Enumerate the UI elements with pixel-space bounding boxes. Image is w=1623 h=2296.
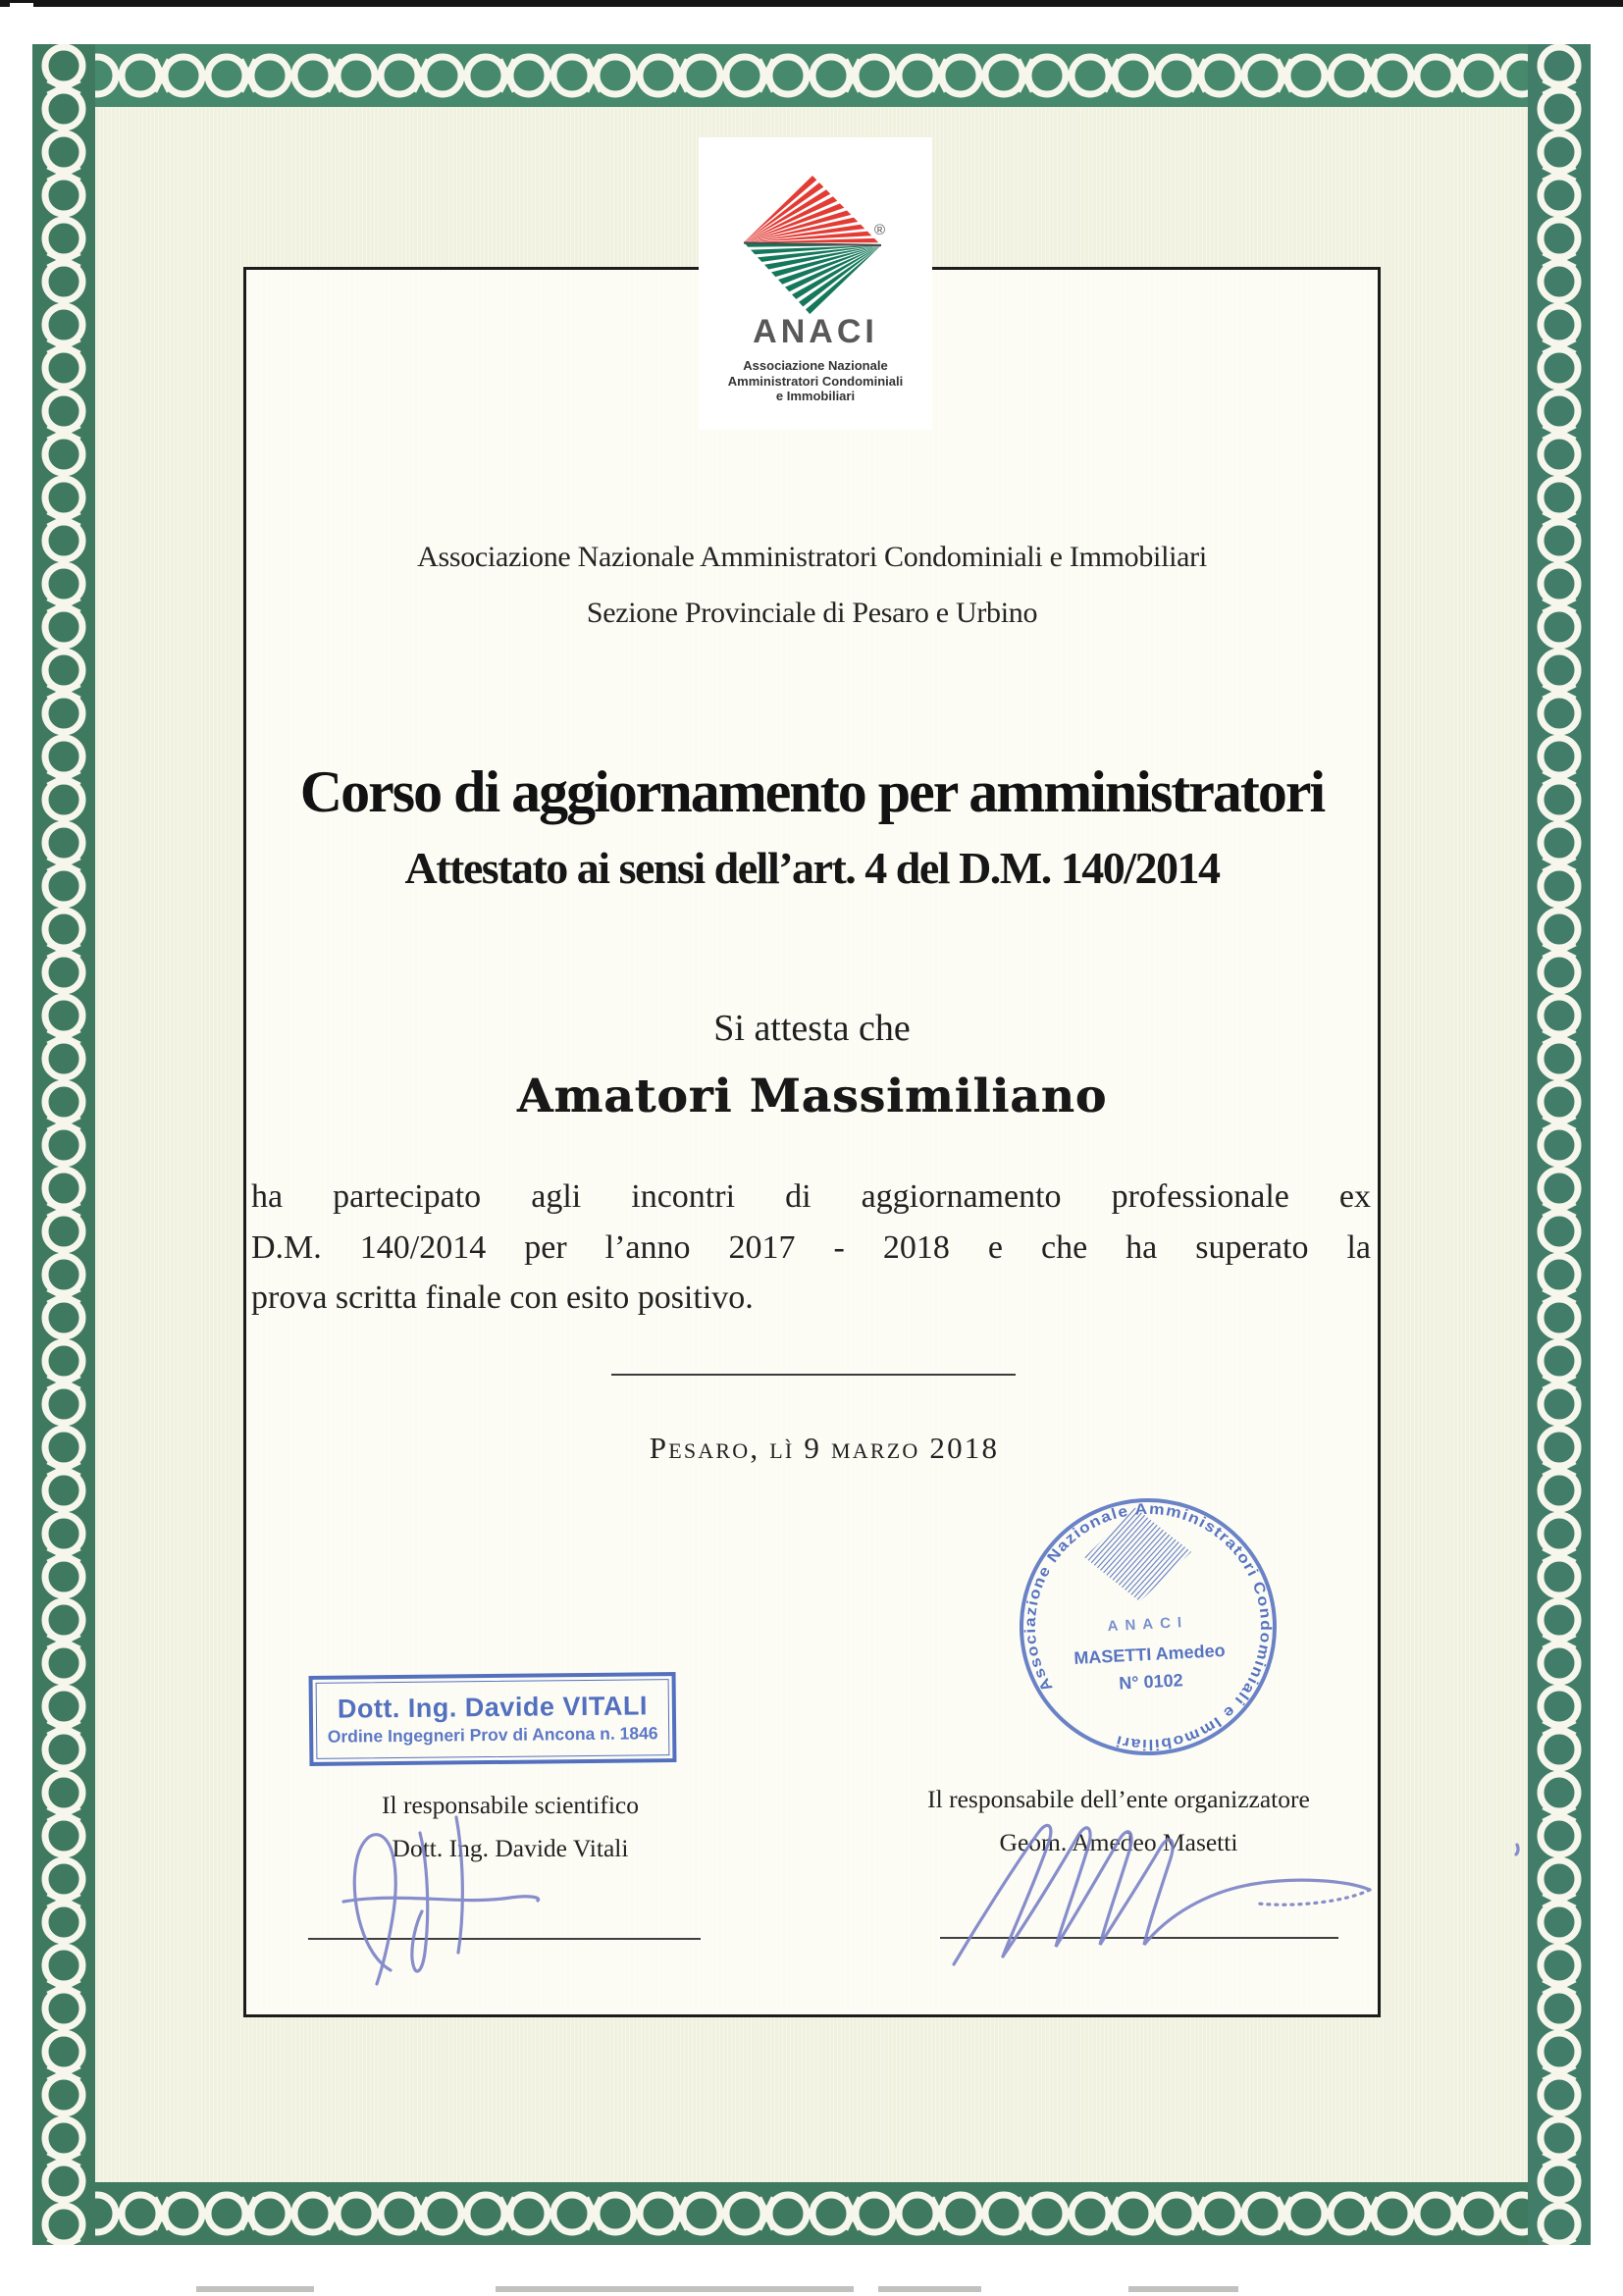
round-stamp	[1006, 1485, 1290, 1769]
left-signatory-role: Il responsabile scientifico	[382, 1791, 639, 1819]
logo-subtitle-line: Amministratori Condominiali	[727, 373, 904, 389]
stamp-number: N° 0102	[1118, 1670, 1184, 1694]
body-line: D.M. 140/2014 per l’anno 2017 - 2018 e che ha superato la	[251, 1228, 1371, 1266]
attestation-body	[251, 1172, 1371, 1324]
left-signatory-block	[285, 1784, 736, 1870]
right-signatory-role: Il responsabile dell’ente organizzatore	[927, 1785, 1310, 1813]
brand-wordmark: ANACI	[753, 313, 878, 350]
registered-mark: ®	[874, 222, 886, 238]
course-subtitle: Attestato ai sensi dell’art. 4 del D.M. 140/2014	[404, 843, 1220, 893]
signature-line-left	[308, 1938, 701, 1940]
logo-subtitle-line: Associazione Nazionale	[743, 358, 888, 373]
scan-edge-bottom	[878, 2286, 981, 2292]
engineer-stamp-line2: Ordine Ingegneri Prov di Ancona n. 1846	[327, 1723, 658, 1747]
right-signatory-name: Geom. Amedeo Masetti	[999, 1828, 1238, 1856]
engineer-stamp-line1: Dott. Ing. Davide VITALI	[337, 1691, 649, 1724]
logo-subtitle	[689, 358, 942, 404]
course-title: Corso di aggiornamento per amministratori	[299, 759, 1325, 824]
signature-line-right	[940, 1937, 1338, 1939]
scan-edge-bottom	[1128, 2286, 1238, 2292]
anaci-fan-icon	[739, 171, 886, 320]
celtic-border-top	[32, 44, 1591, 107]
scan-edge-top	[0, 0, 1623, 7]
header-line2: Sezione Provinciale di Pesaro e Urbino	[586, 597, 1038, 629]
attestation-lead: Si attesta che	[713, 1008, 911, 1049]
recipient-name: Amatori Massimiliano	[516, 1070, 1108, 1123]
scan-edge-bottom	[496, 2286, 854, 2292]
right-signatory-block	[893, 1778, 1344, 1864]
date-line: Pesaro, lì 9 marzo 2018	[649, 1431, 1000, 1465]
engineer-stamp-inner	[316, 1679, 670, 1759]
stamp-holder: MASETTI Amedeo	[1073, 1640, 1227, 1668]
scan-edge-top-notch	[10, 3, 33, 7]
body-line: prova scritta finale con esito positivo.	[251, 1279, 754, 1316]
celtic-border-right	[1528, 44, 1591, 2245]
engineer-stamp	[309, 1672, 677, 1766]
scan-edge-bottom	[196, 2286, 314, 2292]
logo-subtitle-line: e Immobiliari	[775, 389, 856, 403]
celtic-border-bottom	[32, 2182, 1591, 2245]
divider-rule	[611, 1374, 1016, 1376]
stamp-ring-text: Associazione Nazionale Amministratori Condominiali e Immobiliari	[1021, 1500, 1275, 1753]
celtic-border-left	[32, 44, 95, 2245]
stamp-brand: ANACI	[1107, 1613, 1189, 1636]
left-signatory-name: Dott. Ing. Davide Vitali	[392, 1834, 629, 1862]
body-line: ha partecipato agli incontri di aggiornamento professionale ex	[251, 1178, 1371, 1215]
header-line1: Associazione Nazionale Amministratori Condominiali e Immobiliari	[417, 541, 1207, 573]
